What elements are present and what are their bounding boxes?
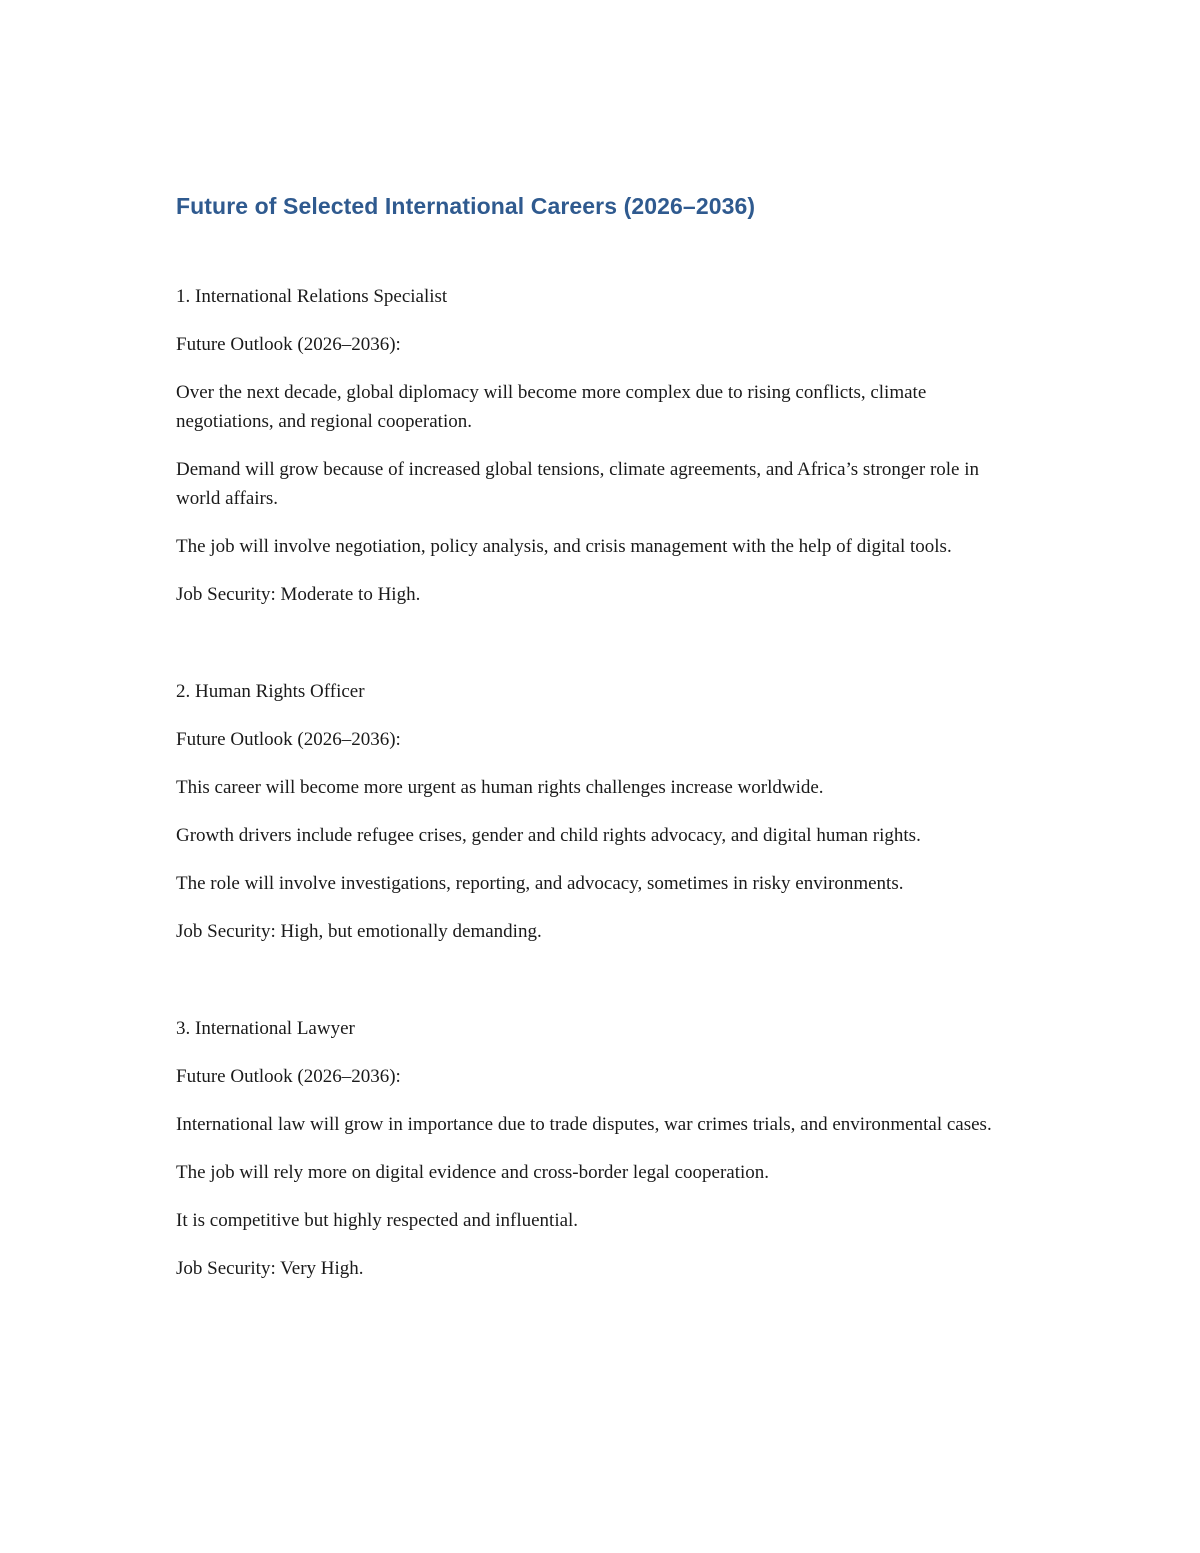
paragraph: Growth drivers include refugee crises, gender and child rights advocacy, and digital human rights. [176, 825, 921, 846]
document-body [176, 190, 1026, 1302]
job-security: Job Security: Very High. [176, 1258, 364, 1279]
outlook-label: Future Outlook (2026–2036): [176, 729, 401, 750]
section-international-lawyer [176, 1014, 1026, 1283]
section-heading: 2. Human Rights Officer [176, 681, 365, 702]
paragraph: Over the next decade, global diplomacy will become more complex due to rising conflicts, climate negotiations, and regional cooperation. [176, 382, 927, 432]
paragraph: Demand will grow because of increased global tensions, climate agreements, and Africa’s stronger role in world affairs. [176, 459, 980, 509]
paragraph: The job will involve negotiation, policy analysis, and crisis management with the help of digital tools. [176, 536, 952, 557]
paragraph: It is competitive but highly respected and influential. [176, 1210, 579, 1231]
outlook-label: Future Outlook (2026–2036): [176, 334, 401, 355]
document-title: Future of Selected International Careers (2026–2036) [176, 193, 756, 219]
paragraph: This career will become more urgent as human rights challenges increase worldwide. [176, 777, 824, 798]
section-international-relations-specialist [176, 282, 1026, 609]
outlook-label: Future Outlook (2026–2036): [176, 1066, 401, 1087]
section-human-rights-officer [176, 677, 1026, 946]
paragraph: International law will grow in importance due to trade disputes, war crimes trials, and environmental cases. [176, 1114, 992, 1135]
job-security: Job Security: Moderate to High. [176, 584, 421, 605]
job-security: Job Security: High, but emotionally demanding. [176, 921, 542, 942]
section-heading: 3. International Lawyer [176, 1018, 355, 1039]
section-heading: 1. International Relations Specialist [176, 286, 448, 307]
paragraph: The role will involve investigations, reporting, and advocacy, sometimes in risky environments. [176, 873, 904, 894]
paragraph: The job will rely more on digital evidence and cross-border legal cooperation. [176, 1162, 770, 1183]
